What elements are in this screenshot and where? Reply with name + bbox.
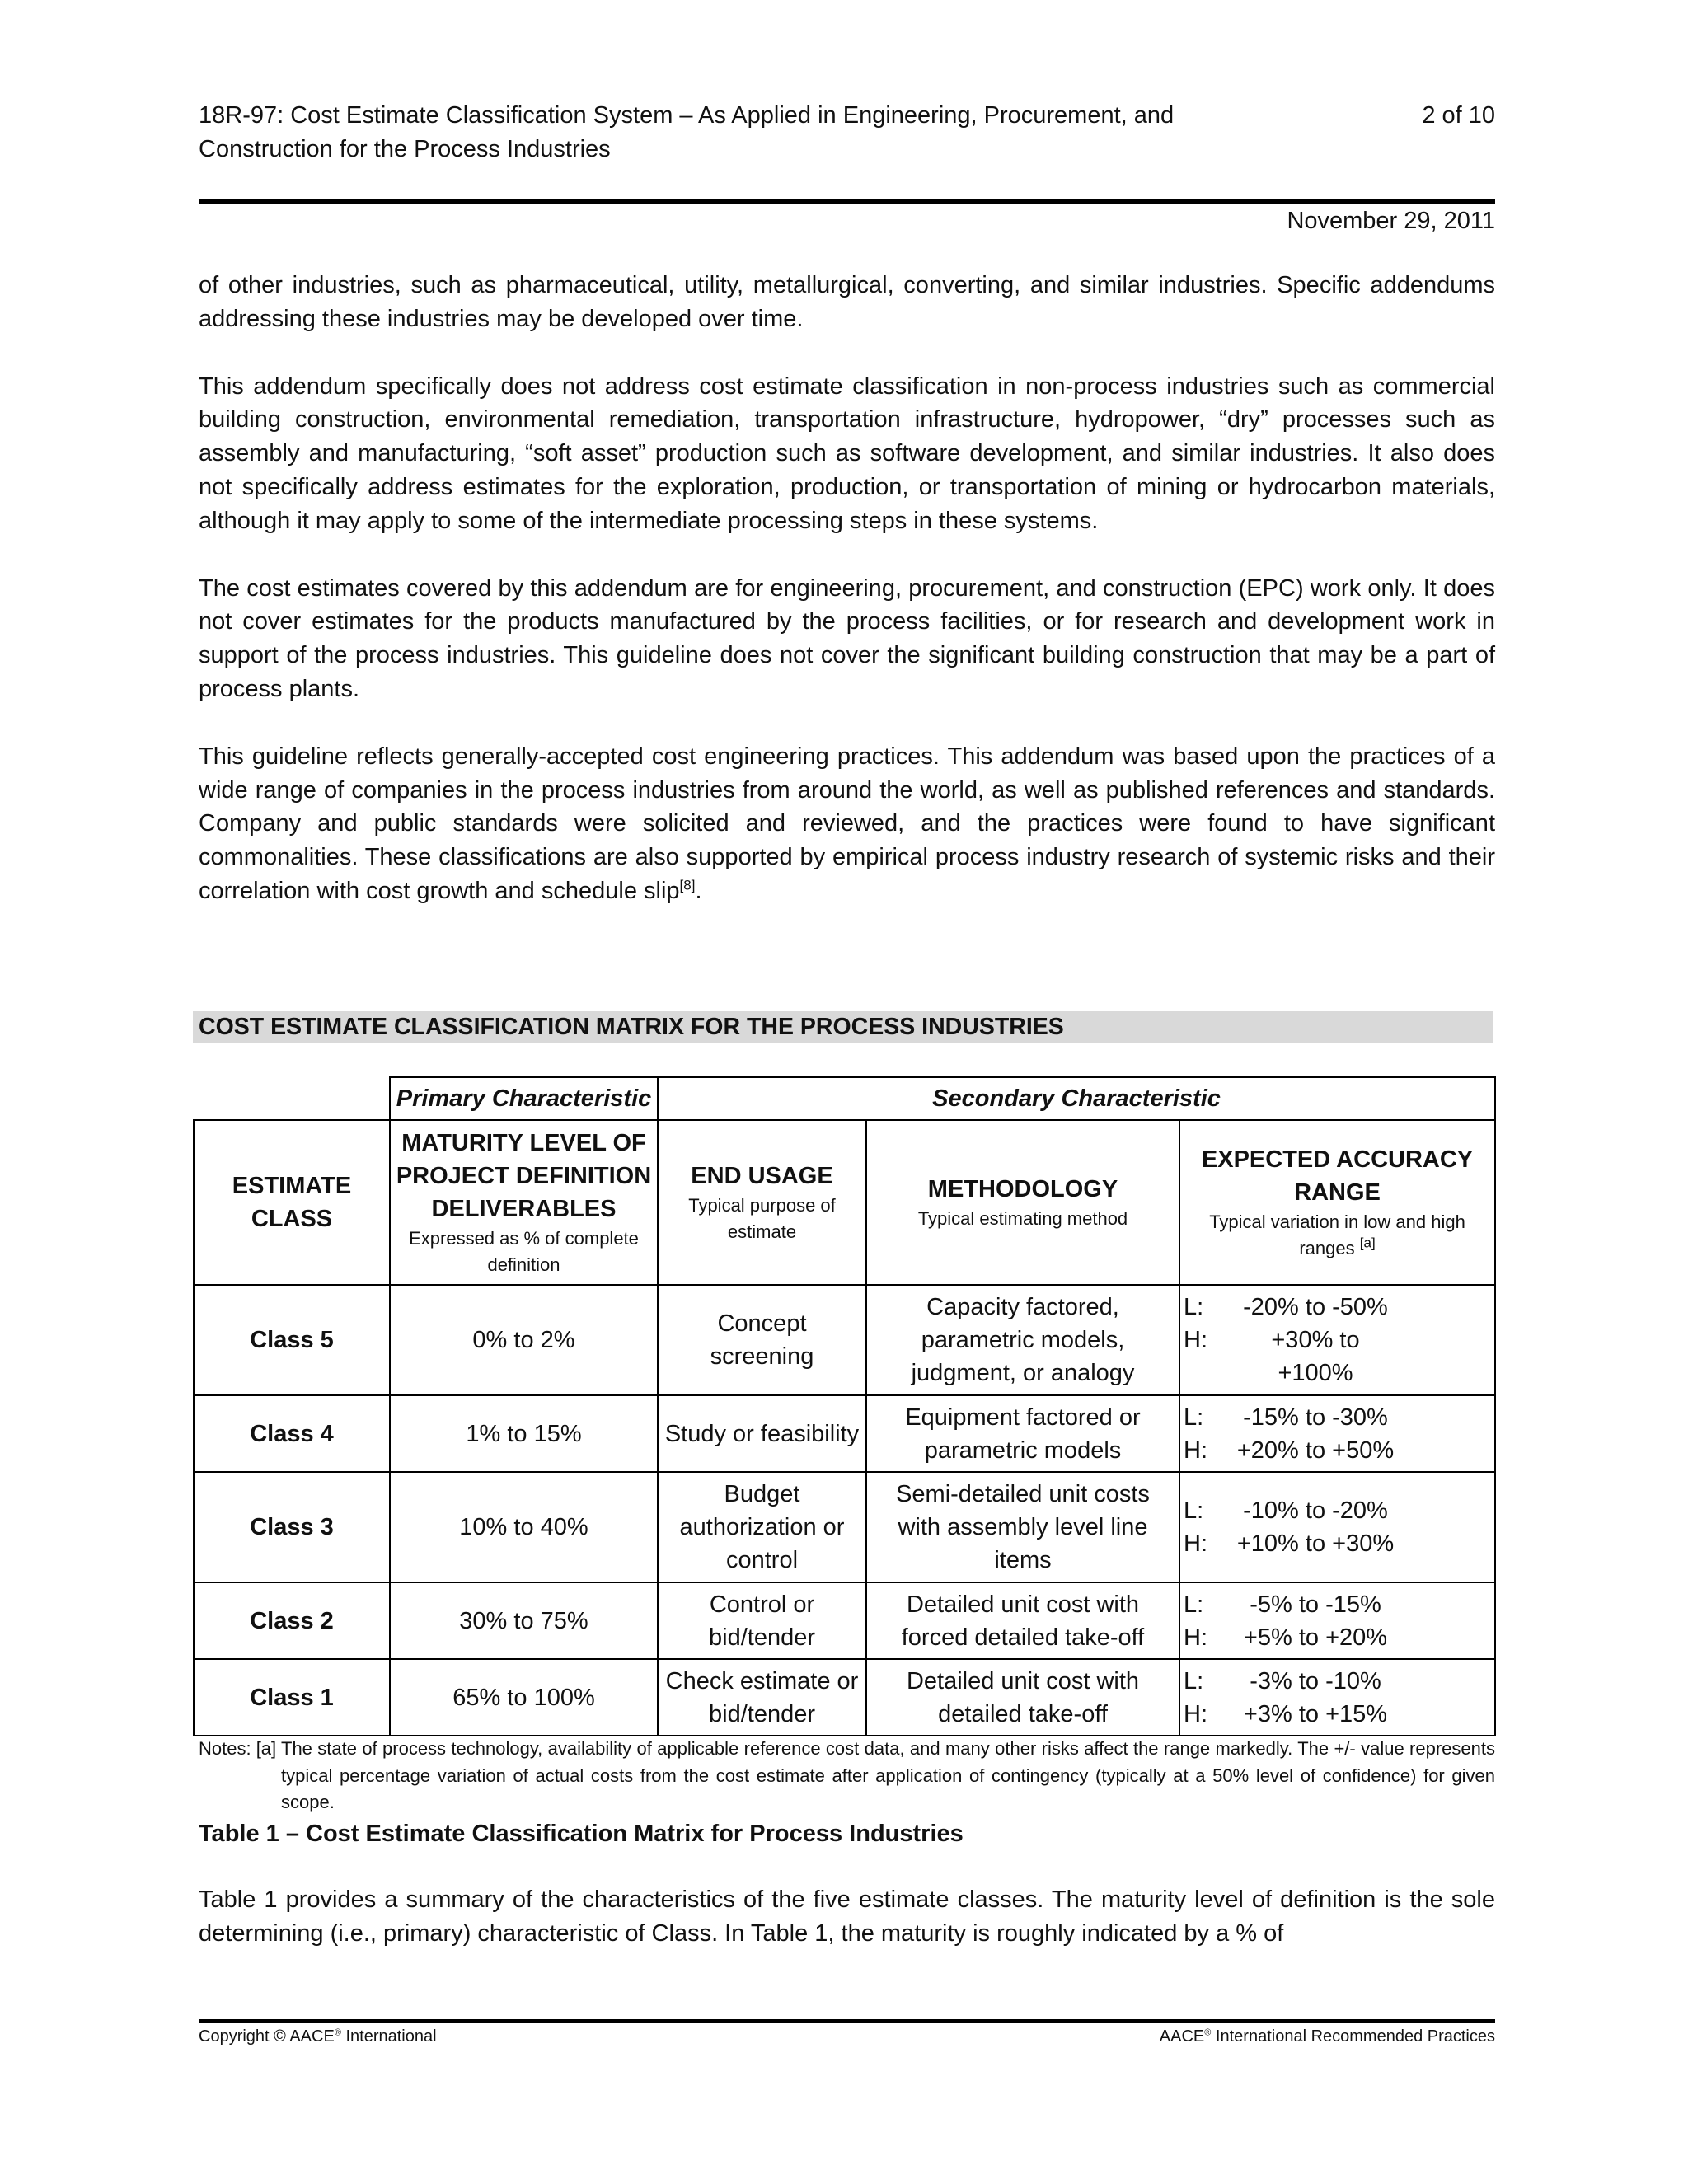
footer-rule — [199, 2019, 1495, 2023]
table-row: Class 2 30% to 75% Control or bid/tender Detailed unit cost with forced detailed take-off L: -5% to -15% H: +5% to +20% — [194, 1582, 1495, 1659]
accuracy-header: EXPECTED ACCURACY RANGE Typical variation in low and high ranges [a] — [1179, 1120, 1495, 1285]
body-text — [199, 269, 1495, 908]
table-caption: Table 1 – Cost Estimate Classification Matrix for Process Industries — [199, 1821, 964, 1847]
paragraph-1: of other industries, such as pharmaceutical, utility, metallurgical, converting, and similar industries. Specific addendums addressing these industries may be developed over time. — [199, 272, 1495, 332]
classification-matrix — [193, 1076, 1496, 1736]
paragraph-4-text: This guideline reflects generally-accepted cost engineering practices. This addendum was based upon the practices of a wide range of companies in the process industries from around the world, as well as published references and standards. Company and public standards were solicited and reviewed, and the practices were found to have significant commonalities. These classifications are also supported by empirical process industry research of systemic risks and their correlation with cost growth and schedule slip — [199, 743, 1495, 904]
footer-series: AACE® International Recommended Practices — [1159, 2027, 1495, 2046]
notes-label: Notes: [a] — [199, 1738, 277, 1759]
methodology-header: METHODOLOGY Typical estimating method — [866, 1120, 1179, 1285]
header-rule — [199, 199, 1495, 204]
paragraph-4-end: . — [695, 877, 702, 904]
table-row: Class 3 10% to 40% Budget authorization or control Semi-detailed unit costs with assembly level line items L: -10% to -20% H: +10% to +30% — [194, 1472, 1495, 1582]
page-number: 2 of 10 — [1422, 102, 1495, 129]
notes-text: The state of process technology, availability of applicable reference cost data, and many other risks affect the range markedly. The +/- value represents typical percentage variation of actual costs from the cost estimate after application of contingency (typically at a 50% level of confidence) for given scope. — [281, 1738, 1495, 1812]
secondary-characteristic-header: Secondary Characteristic — [658, 1077, 1495, 1120]
document-title: 18R-97: Cost Estimate Classification System – As Applied in Engineering, Procurement, and Construction for the Process Industries — [199, 102, 1175, 162]
page-header — [199, 99, 1495, 168]
table-row: Class 4 1% to 15% Study or feasibility Equipment factored or parametric models L: -15% to -30% H: +20% to +50% — [194, 1395, 1495, 1472]
paragraph-2: This addendum specifically does not address cost estimate classification in non-process industries such as commercial building construction, environmental remediation, transportation infrastructure, hydropower, “dry” processes such as assembly and manufacturing, “soft asset” production such as software development, and similar industries. It also does not specifically address estimates for the exploration, production, or transportation of mining or hydrocarbon materials, although it may apply to some of the intermediate processing steps in these systems. — [199, 373, 1495, 534]
table-notes — [199, 1736, 1495, 1816]
matrix-corner — [194, 1077, 390, 1120]
paragraph-3: The cost estimates covered by this addendum are for engineering, procurement, and construction (EPC) work only. It does not cover estimates for the products manufactured by the process facilities, or for research and development work in support of the process industries. This guideline does not cover the significant building construction that may be a part of process plants. — [199, 574, 1495, 702]
paragraph-4 — [199, 740, 1495, 908]
primary-characteristic-header: Primary Characteristic — [390, 1077, 658, 1120]
footer-copyright: Copyright © AACE® International — [199, 2027, 437, 2046]
table-row: Class 1 65% to 100% Check estimate or bid/tender Detailed unit cost with detailed take-off L: -3% to -10% H: +3% to +15% — [194, 1659, 1495, 1736]
table-row: Class 5 0% to 2% Concept screening Capacity factored, parametric models, judgment, or analogy L: -20% to -50% H: +30% to +100% — [194, 1285, 1495, 1395]
end-usage-header: END USAGE Typical purpose of estimate — [658, 1120, 866, 1285]
closing-paragraph: Table 1 provides a summary of the characteristics of the five estimate classes. The maturity level of definition is the sole determining (i.e., primary) characteristic of Class. In Table 1, the maturity is roughly indicated by a % of — [199, 1886, 1495, 1947]
reference-8: [8] — [679, 877, 696, 893]
document-date: November 29, 2011 — [1287, 208, 1495, 234]
maturity-header: MATURITY LEVEL OF PROJECT DEFINITION DELIVERABLES Expressed as % of complete definition — [390, 1120, 658, 1285]
estimate-class-header: ESTIMATE CLASS — [194, 1120, 390, 1285]
section-heading: COST ESTIMATE CLASSIFICATION MATRIX FOR THE PROCESS INDUSTRIES — [193, 1011, 1493, 1043]
